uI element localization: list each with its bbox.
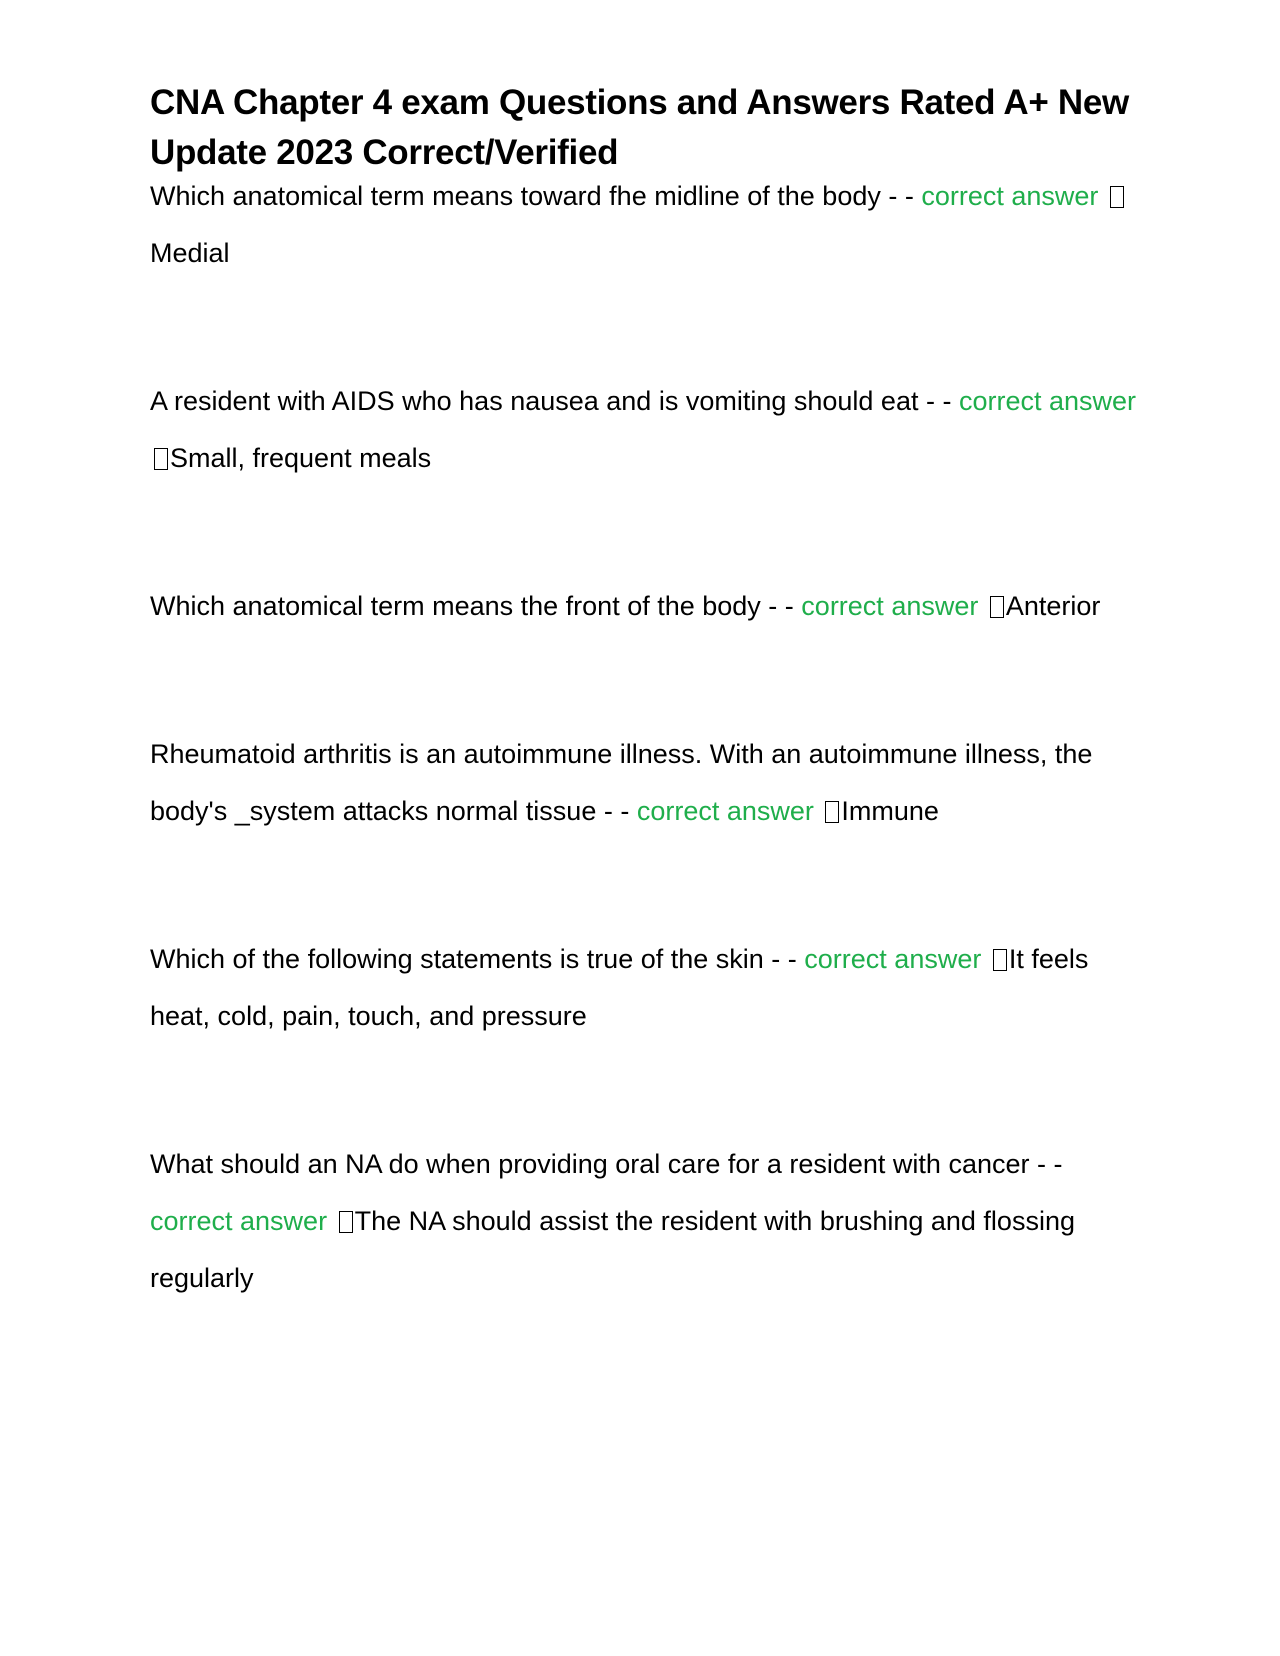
qa-item-5 [150,931,1140,1045]
missing-glyph-icon [993,949,1007,971]
answer-text: It feels heat, cold, pain, touch, and pressure [150,944,1089,1031]
missing-glyph-icon [154,448,168,470]
correct-answer-label: correct answer [636,796,814,826]
question-text: Which anatomical term means toward fhe midline of the body - - [150,181,922,211]
correct-answer-label: correct answer [958,386,1137,416]
question-text: Which of the following statements is true of the skin - - [150,944,805,974]
correct-answer-label: correct answer [804,944,982,974]
correct-answer-label: correct answer [921,181,1099,211]
missing-glyph-icon [1110,186,1124,208]
answer-text: The NA should assist the resident with brushing and flossing regularly [150,1206,1075,1293]
missing-glyph-icon [825,801,839,823]
question-text: What should an NA do when providing oral care for a resident with cancer - - [150,1149,1063,1179]
document-page [150,78,1140,1398]
qa-item-4 [150,726,1140,840]
page-title: CNA Chapter 4 exam Questions and Answers Rated A+ New Update 2023 Correct/Verified [150,83,1129,172]
qa-item-6 [150,1136,1140,1307]
missing-glyph-icon [990,596,1004,618]
answer-text: Anterior [1005,591,1101,621]
answer-text: Small, frequent meals [170,443,432,473]
qa-item-3 [150,578,1140,635]
qa-item-2 [150,373,1140,487]
question-text: A resident with AIDS who has nausea and is vomiting should eat - - [150,386,959,416]
question-text: Which anatomical term means the front of the body - - [150,591,802,621]
answer-text: Immune [841,796,939,826]
qa-list [150,168,1140,1307]
answer-text: Medial [150,238,230,268]
correct-answer-label: correct answer [150,1206,328,1236]
correct-answer-label: correct answer [801,591,979,621]
question-text: Rheumatoid arthritis is an autoimmune illness. With an autoimmune illness, the body's _system attacks normal tissue - - [150,739,1093,826]
qa-item-1 [150,168,1140,282]
missing-glyph-icon [339,1211,353,1233]
